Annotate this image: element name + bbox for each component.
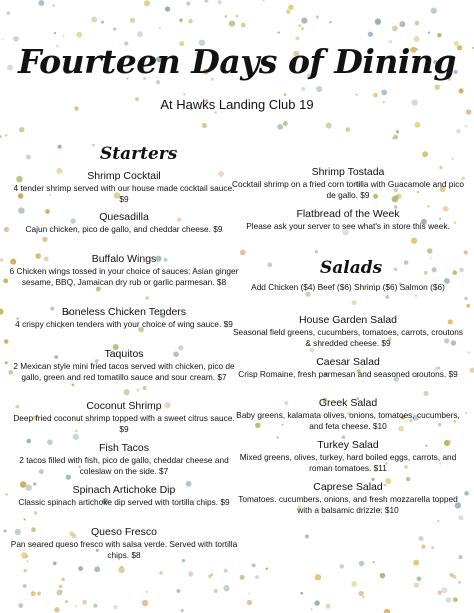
menu-item bbox=[232, 356, 464, 380]
item-name: Coconut Shrimp bbox=[86, 400, 162, 412]
menu-item bbox=[232, 397, 464, 431]
menu-item bbox=[8, 526, 240, 560]
item-name: Queso Fresco bbox=[91, 526, 157, 538]
item-description: Deep fried coconut shrimp topped with a sweet citrus sauce. $9 bbox=[13, 413, 235, 434]
item-name: Taquitos bbox=[104, 348, 144, 360]
item-description: Please ask your server to see what's in store this week. bbox=[246, 221, 450, 231]
menu-item bbox=[8, 253, 240, 287]
item-name: Shrimp Cocktail bbox=[87, 170, 161, 182]
item-name: Fish Tacos bbox=[99, 442, 149, 454]
item-name: Turkey Salad bbox=[317, 439, 379, 451]
item-name: Shrimp Tostada bbox=[311, 166, 385, 178]
item-name: Quesadilla bbox=[99, 211, 149, 223]
item-description: Mixed greens, olives, turkey, hard boiled eggs, carrots, and roman tomatoes. $11 bbox=[239, 452, 457, 473]
menu-item bbox=[8, 442, 240, 476]
item-name: Buffalo Wings bbox=[91, 253, 157, 265]
menu-item bbox=[232, 208, 464, 232]
item-name: Boneless Chicken Tenders bbox=[61, 306, 187, 318]
item-description: Classic spinach artichoke dip served with tortilla chips. $9 bbox=[18, 497, 230, 507]
menu-item bbox=[8, 484, 240, 508]
item-name: Flatbread of the Week bbox=[296, 208, 400, 220]
menu-title: Fourteen Days of Dining bbox=[18, 42, 456, 81]
item-name: Caesar Salad bbox=[316, 356, 380, 368]
item-description: 2 Mexican style mini fried tacos served with chicken, pico de gallo, green and red tomatillo sauce and sour cream. $7 bbox=[13, 361, 235, 382]
item-name: Greek Salad bbox=[318, 397, 378, 409]
item-description: Baby greens, kalamata olives, onions, tomatoes, cucumbers, and feta cheese. $10 bbox=[236, 410, 460, 431]
item-description: Pan seared queso fresco with salsa verde. Served with tortilla chips. $8 bbox=[10, 539, 238, 560]
item-description: Tomatoes. cucumbers, onions, and fresh mozzarella topped with a balsamic drizzle. $10 bbox=[238, 494, 458, 515]
menu-item bbox=[232, 166, 464, 200]
menu-item bbox=[8, 400, 240, 434]
menu-item bbox=[8, 348, 240, 382]
menu-item bbox=[232, 314, 464, 348]
menu-item bbox=[8, 170, 240, 204]
item-description: 4 tender shrimp served with our house made cocktail sauce. $9 bbox=[13, 183, 235, 204]
item-description: 2 tacos filled with fish, pico de gallo, cheddar cheese and coleslaw on the side. $7 bbox=[19, 455, 229, 476]
salads-heading: Salads bbox=[320, 258, 383, 278]
salad-addons: Add Chicken ($4) Beef ($6) Shrimp ($6) Salmon ($6) bbox=[251, 282, 445, 292]
item-name: Spinach Artichoke Dip bbox=[72, 484, 176, 496]
item-description: Crisp Romaine, fresh parmesan and seasoned croutons. $9 bbox=[238, 369, 458, 379]
item-name: Caprese Salad bbox=[313, 481, 383, 493]
starters-heading: Starters bbox=[100, 144, 178, 164]
menu-item bbox=[8, 211, 240, 235]
menu-item bbox=[8, 306, 240, 330]
item-description: Seasonal field greens, cucumbers, tomatoes, carrots, croutons & shredded cheese. $9 bbox=[232, 327, 464, 348]
menu-subtitle: At Hawks Landing Club 19 bbox=[160, 97, 314, 112]
menu-item bbox=[232, 481, 464, 515]
item-description: 4 crispy chicken tenders with your choice of wing sauce. $9 bbox=[15, 319, 233, 329]
item-description: Cajun chicken, pico de gallo, and cheddar cheese. $9 bbox=[25, 224, 223, 234]
menu-item bbox=[232, 439, 464, 473]
item-description: Cocktail shrimp on a fried corn tortilla with Guacamole and pico de gallo. $9 bbox=[232, 179, 464, 200]
item-name: House Garden Salad bbox=[298, 314, 398, 326]
item-description: 6 Chicken wings tossed in your choice of sauces: Asian ginger sesame, BBQ, Jamaican dry rub or garlic parmesan. $8 bbox=[9, 266, 239, 287]
